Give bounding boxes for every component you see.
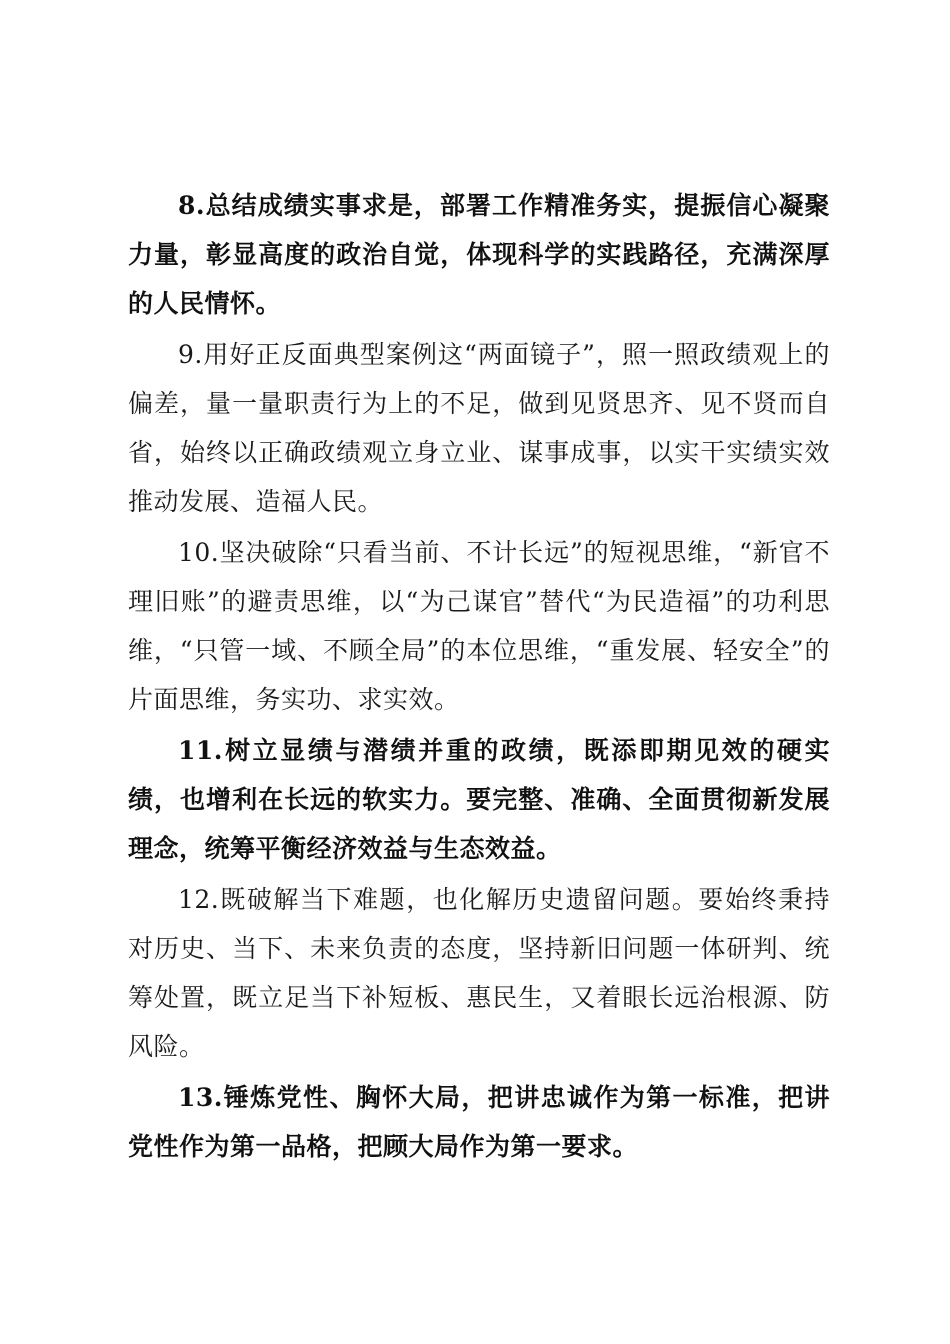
paragraph-13: 13.锤炼党性、胸怀大局，把讲忠诚作为第一标准，把讲党性作为第一品格，把顾大局作为第一要求。 [128, 1083, 830, 1161]
paragraph-12: 12.既破解当下难题，也化解历史遗留问题。要始终秉持对历史、当下、未来负责的态度，坚持新旧问题一体研判、统筹处置，既立足当下补短板、惠民生，又着眼长远治根源、防风险。 [128, 885, 830, 1061]
paragraph-8: 8.总结成绩实事求是，部署工作精准务实，提振信心凝聚力量，彰显高度的政治自觉，体现科学的实践路径，充满深厚的人民情怀。 [128, 191, 830, 318]
paragraph-10: 10.坚决破除“只看当前、不计长远”的短视思维，“新官不理旧账”的避责思维，以“为己谋官”替代“为民造福”的功利思维，“只管一域、不顾全局”的本位思维，“重发展、轻安全”的片面思维，务实功、求实效。 [128, 538, 830, 714]
paragraph-11: 11.树立显绩与潜绩并重的政绩，既添即期见效的硬实绩，也增利在长远的软实力。要完整、准确、全面贯彻新发展理念，统筹平衡经济效益与生态效益。 [128, 736, 830, 863]
paragraph-9: 9.用好正反面典型案例这“两面镜子”，照一照政绩观上的偏差，量一量职责行为上的不足，做到见贤思齐、见不贤而自省，始终以正确政绩观立身立业、谋事成事，以实干实绩实效推动发展、造福人民。 [128, 340, 830, 516]
document-body [128, 181, 830, 1173]
